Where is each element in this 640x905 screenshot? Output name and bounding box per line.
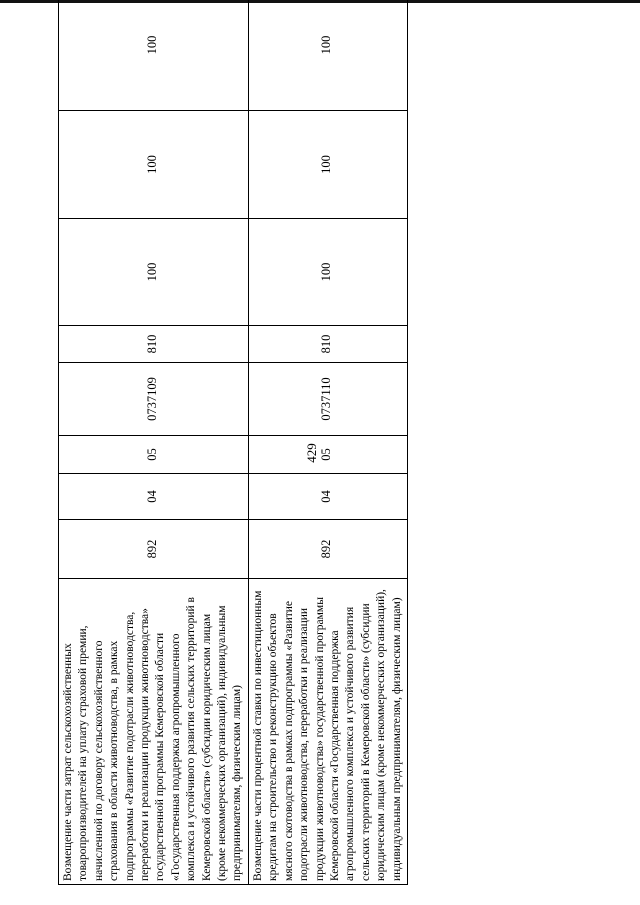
- expense-type-code: 810: [59, 326, 249, 363]
- table-row: [248, 0, 407, 885]
- page-number: 429: [304, 443, 319, 463]
- amount-year-2: 100: [59, 111, 249, 219]
- amount-year-3: 100: [248, 0, 407, 111]
- subsection-code: 05: [59, 436, 249, 474]
- expense-type-code: 810: [248, 326, 407, 363]
- target-article-code: 0737110: [248, 363, 407, 436]
- amount-year-2: 100: [248, 111, 407, 219]
- amount-year-1: 100: [59, 219, 249, 326]
- target-article-code: 0737109: [59, 363, 249, 436]
- amount-year-1: 100: [248, 219, 407, 326]
- budget-table: [58, 0, 408, 885]
- table-row: [59, 0, 249, 885]
- row-description: Возмещение части затрат сельскохозяйственных товаропроизводителей на уплату страховой премии, начисленной по договору сельскохозяйственного страхования в области животноводства, в рамках подпрограммы «Развитие подотрасли животноводства, переработки и реализации продукции животноводства» государственной программы Кемеровской области «Государственная поддержка агропромышленного комплекса и устойчивого развития сельских территорий в Кемеровской области» (субсидии юридическим лицам (кроме некоммерческих организаций), индивидуальным предпринимателям, физическим лицам): [59, 579, 249, 885]
- subsection-code: 05: [248, 436, 407, 474]
- ministry-code: 892: [59, 520, 249, 579]
- budget-table-wrapper: [58, 35, 403, 885]
- ministry-code: 892: [248, 520, 407, 579]
- amount-year-3: 100: [59, 0, 249, 111]
- row-description: Возмещение части процентной ставки по инвестиционным кредитам на строительство и реконструкцию объектов мясного скотоводства в рамках подпрограммы «Развитие подотрасли животноводства, переработки и реализации продукции животноводства» государственной программы Кемеровской области «Государственная поддержка агропромышленного комплекса и устойчивого развития сельских территорий в Кемеровской области» (субсидии юридическим лицам (кроме некоммерческих организаций), индивидуальным предпринимателям, физическим лицам): [248, 579, 407, 885]
- section-code: 04: [59, 474, 249, 520]
- section-code: 04: [248, 474, 407, 520]
